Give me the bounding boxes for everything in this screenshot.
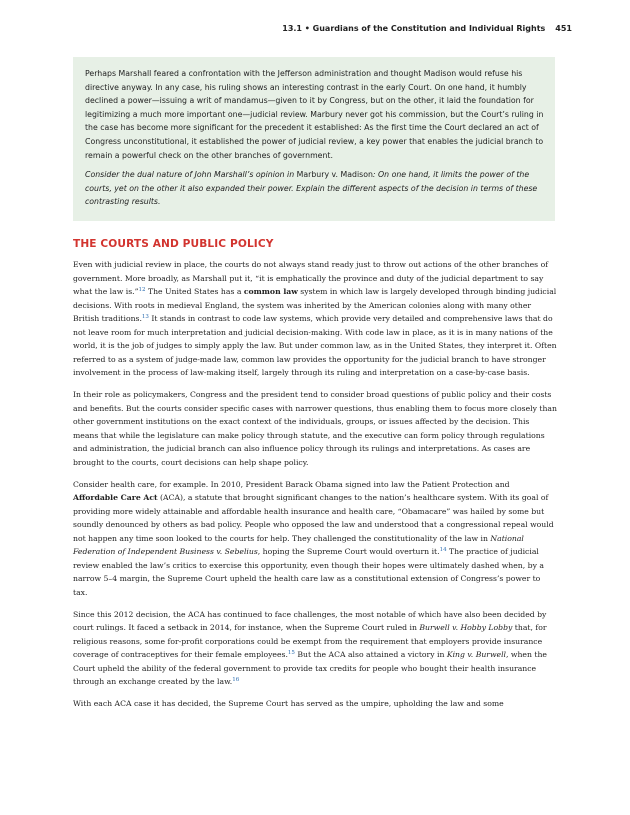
key-term-affordable-care-act[interactable]: Affordable Care Act: [73, 493, 158, 502]
question-case-name: Marbury v. Madison: [296, 170, 373, 180]
paragraph-health-care: [73, 478, 557, 600]
text-run: It stands in contrast to code law systems, which provide very detailed and comprehensive laws that do not leave room for much interpretation and judicial decision-making. With code law in place, as it is in many nations of the world, it is the job of judges to simply apply the law. But under common law, as in the United States, they interpret it. Often referred to as a system of judge-made law, common law provides the opportunity for the judicial branch to have stronger involvement in the process of law-making itself, largely through its ruling and interpretation on a case-by-case basis.: [73, 314, 557, 377]
text-run: Since this 2012 decision, the ACA has continued to face challenges, the most notable of which have also been decided by court rulings. It faced a setback in 2014, for instance, when the Supreme Court ruled in: [73, 609, 547, 632]
text-run: The practice of judicial review enabled the law’s critics to exercise this opportunity, even though their hopes were ultimately dashed when, by a narrow 5–4 margin, the Supreme Court upheld the health care law as a constitutional extension of Congress’s power to tax.: [73, 547, 544, 597]
case-name-burwell-v-hobby-lobby: Burwell v. Hobby Lobby: [419, 623, 513, 632]
footnote-ref-14[interactable]: 14: [439, 547, 447, 553]
text-run: The United States has a: [145, 287, 244, 296]
case-name-nfib-v-sebelius: National Federation of Independent Business v. Sebelius: [73, 533, 524, 556]
footnote-ref-16[interactable]: 16: [232, 677, 240, 683]
footnote-ref-13[interactable]: 13: [141, 314, 149, 320]
question-part-2: : On one hand, it limits the power of the courts, yet on the other it also expanded their power. Explain the different aspects of the decision in terms of these contrasting results.: [85, 170, 538, 207]
feature-box: [73, 57, 555, 221]
section-heading: THE COURTS AND PUBLIC POLICY: [73, 238, 274, 250]
text-run: Even with judicial review in place, the courts do not always stand ready just to throw out actions of the other branches of government. More broadly, as Marshall put it, “it is emphatically the province and duty of the judicial department to say what the law is.”: [73, 260, 549, 296]
text-run: Consider health care, for example. In 2010, President Barack Obama signed into law the Patient Protection and: [73, 479, 510, 489]
paragraph-aca-challenges: [73, 608, 557, 689]
critical-thinking-question: [85, 168, 545, 209]
text-run: (ACA), a statute that brought significant changes to the nation’s healthcare system. With its goal of providing more widely attainable and affordable health insurance and health care, “Obamacare” was hailed by some but soundly denounced by others as bad policy. People who opposed the law and understood that a congressional repeal would not happen any time soon looked to the courts for help. They challenged the constitutionality of the law in: [73, 493, 554, 543]
feature-paragraph: Perhaps Marshall feared a confrontation with the Jefferson administration and thought Madison would refuse his directive anyway. In any case, his ruling shows an interesting contrast in the early Court. On one hand, it humbly declined a power—issuing a writ of mandamus—given to it by Congress, but on the other, it laid the foundation for legitimizing a much more important one—judicial review. Marbury never got his commission, but the Court’s ruling in the case has become more significant for the precedent it established: As the first time the Court declared an act of Congress unconstitutional, it established the power of judicial review, a key power that enables the judicial branch to remain a powerful check on the other branches of government.: [85, 69, 544, 160]
case-name-king-v-burwell: King v. Burwell: [446, 650, 507, 659]
paragraph-policymakers: In their role as policymakers, Congress and the president tend to consider broad questions of public policy and their costs and benefits. But the courts consider specific cases with narrower questions, thus enabling them to focus more closely than other government institutions on the exact context of the individuals, groups, or issues affected by the decision. This means that while the legislature can make policy through statute, and the executive can form policy through regulations and administration, the judicial branch can also influence policy through its rulings and interpretations. As cases are brought to the courts, court decisions can help shape policy.: [73, 390, 557, 467]
paragraph-umpire: With each ACA case it has decided, the Supreme Court has served as the umpire, upholding the law and some: [73, 699, 504, 708]
page-number: 451: [555, 24, 572, 33]
text-run: But the ACA also attained a victory in: [294, 650, 447, 659]
running-head: [282, 24, 572, 33]
running-title: 13.1 • Guardians of the Constitution and Individual Rights: [282, 24, 546, 33]
text-run: , when the Court upheld the ability of the federal government to provide tax credits for people who bought their health insurance through an exchange created by the law.: [73, 650, 547, 686]
paragraph-common-law: [73, 258, 557, 380]
body-text: [73, 258, 557, 719]
key-term-common-law[interactable]: common law: [243, 287, 298, 296]
text-run: system in which law is largely developed through binding judicial decisions. With roots in medieval England, the system was inherited by the American colonies along with many other British traditions.: [73, 287, 557, 323]
text-run: that, for religious reasons, some for-profit corporations could be exempt from the requirement that employers provide insurance coverage of contraceptives for their female employees.: [73, 623, 547, 659]
text-run: , hoping the Supreme Court would overturn it.: [257, 547, 440, 556]
question-part-1: Consider the dual nature of John Marshall’s opinion in: [85, 170, 297, 180]
footnote-ref-15[interactable]: 15: [287, 650, 295, 656]
footnote-ref-12[interactable]: 12: [138, 287, 146, 293]
